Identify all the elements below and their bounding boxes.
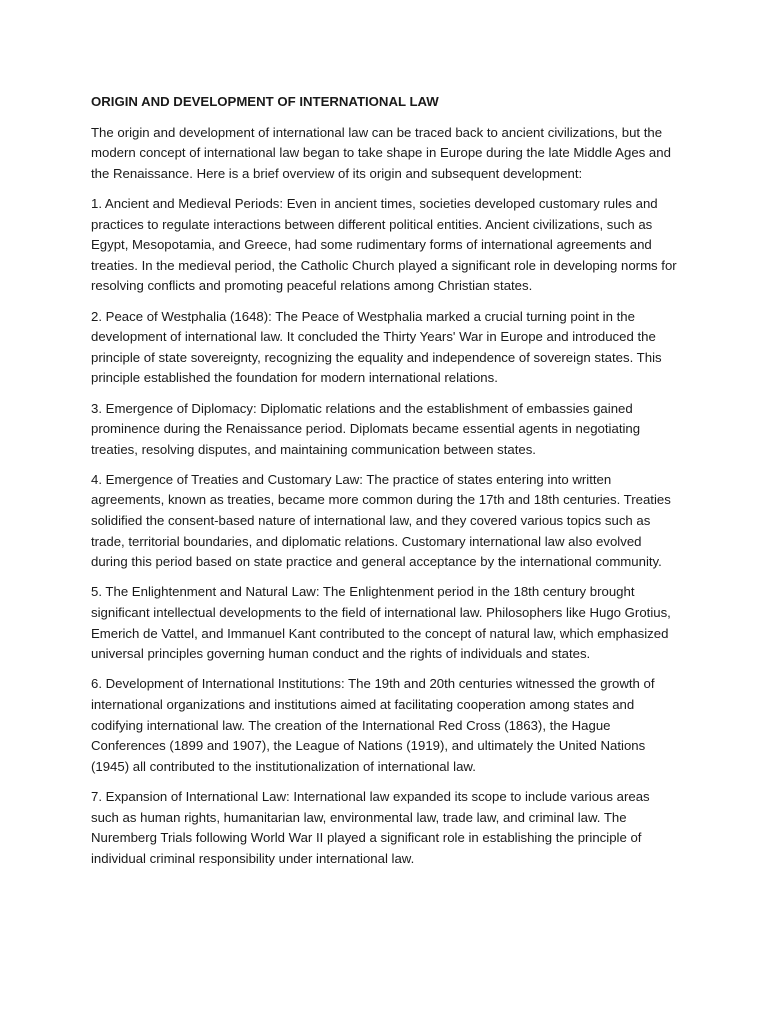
section-paragraph-westphalia: 2. Peace of Westphalia (1648): The Peace of Westphalia marked a crucial turning point in the development of international law. It concluded the Thirty Years' War in Europe and introduced the principle of state sovereignty, recognizing the equality and independence of sovereign states. This principle established the foundation for modern international relations. [91, 308, 662, 386]
section-paragraph-enlightenment: 5. The Enlightenment and Natural Law: The Enlightenment period in the 18th century brought significant intellectual developments to the field of international law. Philosophers like Hugo Grotius, Emerich de Vattel, and Immanuel Kant contributed to the concept of natural law, which emphasized universal principles governing human conduct and the rights of individuals and states. [91, 584, 671, 662]
section-paragraph-ancient-medieval: 1. Ancient and Medieval Periods: Even in ancient times, societies developed customary rules and practices to regulate interactions between different political entities. Ancient civilizations, such as Egypt, Mesopotamia, and Greece, had some rudimentary forms of international agreements and treaties. In the medieval period, the Catholic Church played a significant role in developing norms for resolving conflicts and promoting peaceful relations among Christian states. [91, 195, 677, 294]
section-paragraph-treaties: 4. Emergence of Treaties and Customary Law: The practice of states entering into written agreements, known as treaties, became more common during the 17th and 18th centuries. Treaties solidified the consent-based nature of international law, and they covered various topics such as trade, territorial boundaries, and diplomatic relations. Customary international law also evolved during this period based on state practice and general acceptance by the international community. [91, 471, 671, 570]
document-body [91, 92, 681, 879]
section-paragraph-diplomacy: 3. Emergence of Diplomacy: Diplomatic relations and the establishment of embassies gained prominence during the Renaissance period. Diplomats became essential agents in negotiating treaties, resolving disputes, and maintaining communication between states. [91, 400, 641, 457]
section-paragraph-expansion: 7. Expansion of International Law: International law expanded its scope to include various areas such as human rights, humanitarian law, environmental law, trade law, and criminal law. The Nuremberg Trials following World War II played a significant role in establishing the principle of individual criminal responsibility under international law. [91, 788, 650, 866]
document-title: ORIGIN AND DEVELOPMENT OF INTERNATIONAL LAW [91, 94, 439, 109]
section-paragraph-institutions: 6. Development of International Institutions: The 19th and 20th centuries witnessed the growth of international organizations and institutions aimed at facilitating cooperation among states and codifying international law. The creation of the International Red Cross (1863), the Hague Conferences (1899 and 1907), the League of Nations (1919), and ultimately the United Nations (1945) all contributed to the institutionalization of international law. [91, 676, 655, 774]
intro-paragraph: The origin and development of international law can be traced back to ancient civilizations, but the modern concept of international law began to take shape in Europe during the late Middle Ages and the Renaissance. Here is a brief overview of its origin and subsequent development: [91, 124, 671, 181]
